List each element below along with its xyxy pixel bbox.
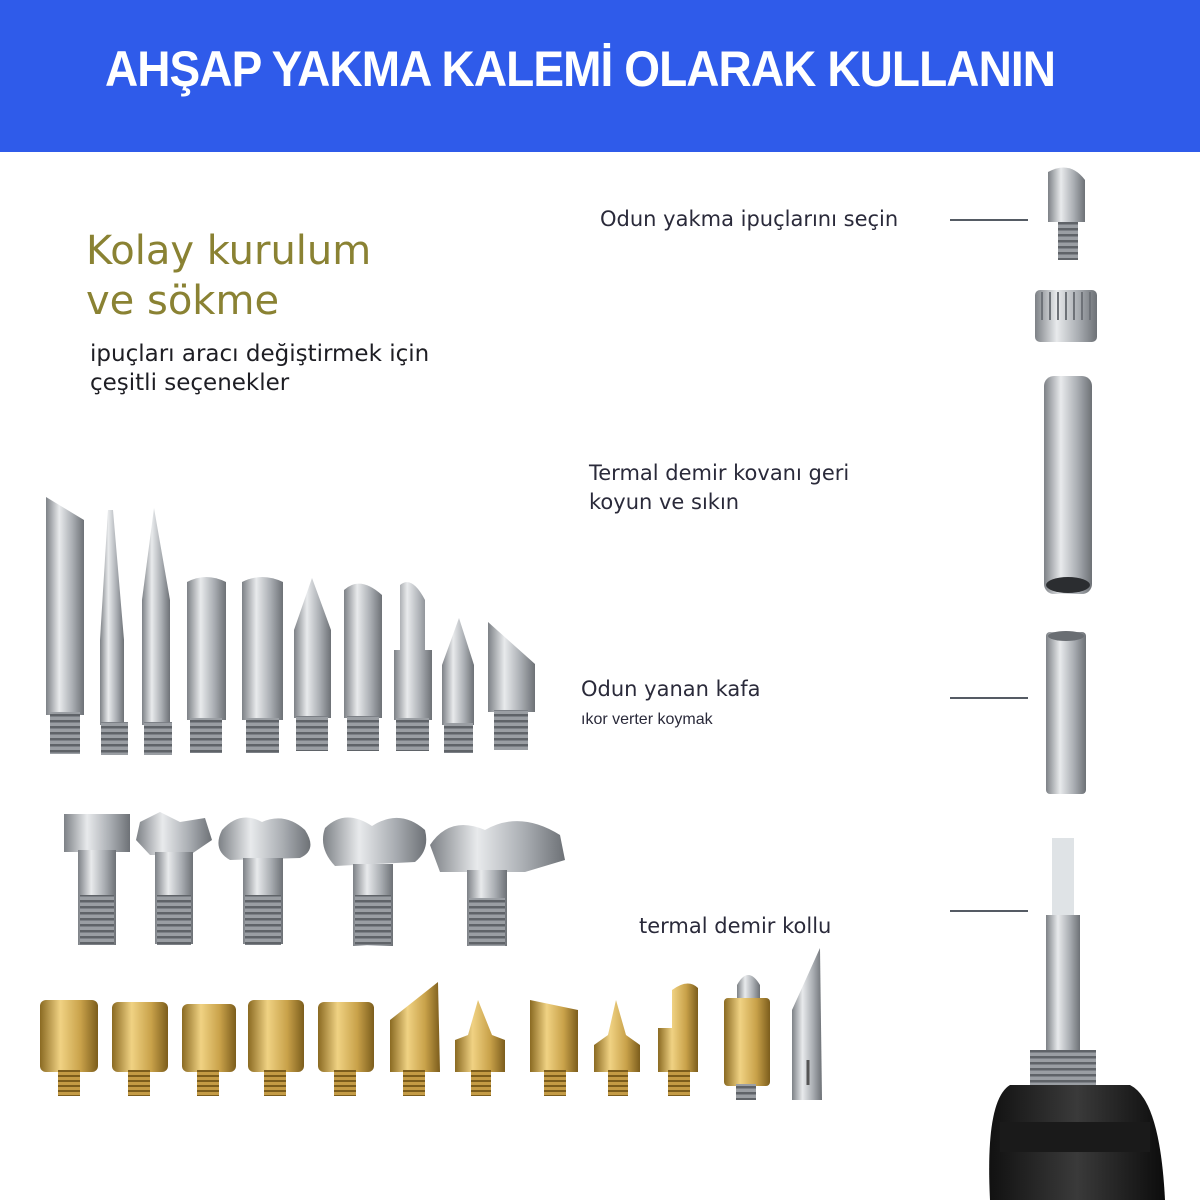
sleeve-tube-icon [1044,376,1092,594]
knife-blade-icon [792,948,822,1100]
knurled-nut-icon [1035,168,1097,343]
label-burning-head-sub: ıkor verter koymak [581,711,713,728]
intro-subtext-line2: çeşitli seçenekler [90,370,290,396]
silver-pointed-tip-icon [46,497,535,755]
intro-heading-line1: Kolay kurulum [86,228,372,274]
threaded-tip-icon [724,975,770,1100]
intro-heading-line2: ve sökme [86,278,280,324]
label-handle: termal demir kollu [639,914,832,938]
intro-subtext-line1: ipuçları aracı değiştirmek için [90,341,430,367]
brass-tip-icon [40,982,698,1096]
page-title: AHŞAP YAKMA KALEMİ OLARAK KULLANIN [104,41,1056,97]
label-select-tips: Odun yakma ipuçlarını seçin [600,207,899,231]
iron-handle-icon [989,838,1165,1200]
burning-head-icon [1046,631,1086,794]
label-burning-head: Odun yanan kafa [581,677,761,701]
label-sleeve-line2: koyun ve sıkın [589,490,740,514]
label-sleeve-line1: Termal demir kovanı geri [589,461,850,485]
silver-shape-tip-icon [64,812,565,946]
